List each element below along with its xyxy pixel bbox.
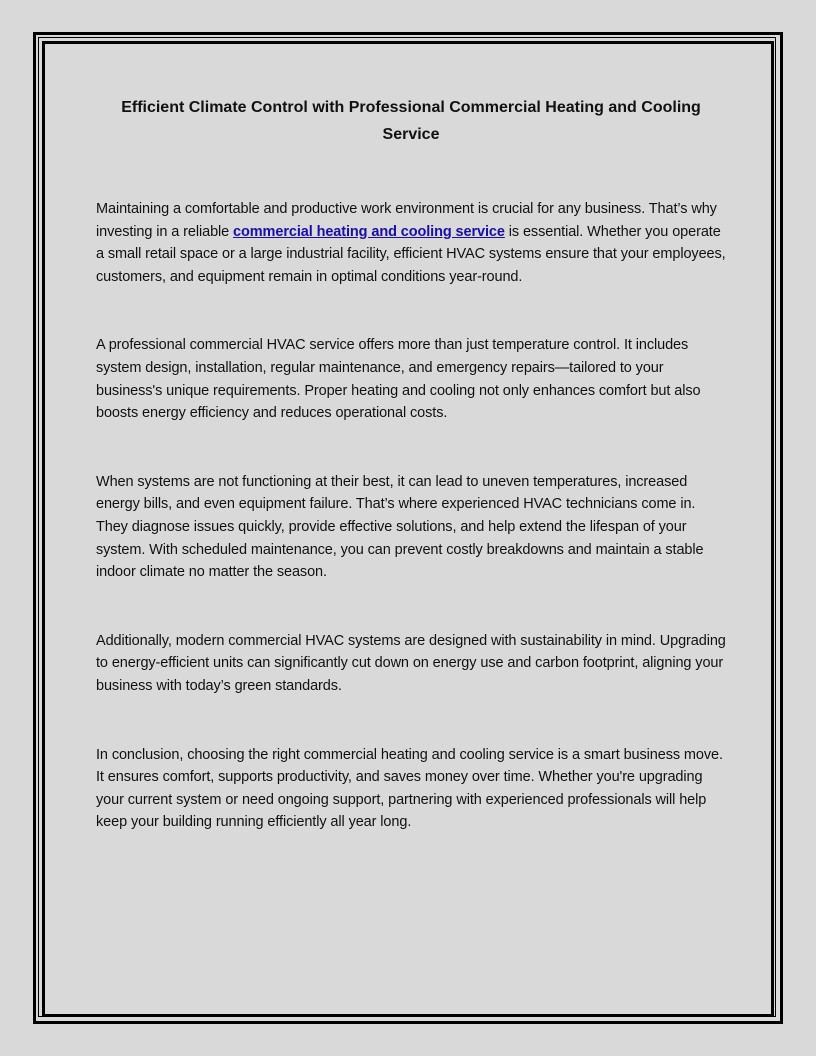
document-title: Efficient Climate Control with Professional Commercial Heating and Cooling Service <box>121 99 701 143</box>
paragraph-1-intro: Maintaining a comfortable and productive work environment is crucial for any business. That’s why investing in a reliable <box>96 201 717 240</box>
paragraph-2: A professional commercial HVAC service offers more than just temperature control. It includes system design, installation, regular maintenance, and emergency repairs—tailored to your business's unique requirements. Proper heating and cooling not only enhances comfort but also boosts energy efficiency and reduces operational costs. <box>96 337 701 422</box>
service-link[interactable]: commercial heating and cooling service <box>233 223 505 240</box>
paragraph-1 <box>96 198 726 288</box>
paragraph-3: When systems are not functioning at their best, it can lead to uneven temperatures, increased energy bills, and even equipment failure. That’s where experienced HVAC technicians come in. They diagnose issues quickly, provide effective solutions, and help extend the lifespan of your system. With scheduled maintenance, you can prevent costly breakdowns and maintain a stable indoor climate no matter the season. <box>96 473 704 581</box>
document-body <box>96 94 726 880</box>
paragraph-5: In conclusion, choosing the right commercial heating and cooling service is a smart business move. It ensures comfort, supports productivity, and saves money over time. Whether you're upgrading your current system or need ongoing support, partnering with experienced professionals will help keep your building running efficiently all year long. <box>96 746 723 831</box>
paragraph-1-rest: is essential. Whether you operate a small retail space or a large industrial facility, efficient HVAC systems ensure that your employees, customers, and equipment remain in optimal conditions year-round. <box>96 223 726 285</box>
paragraph-4: Additionally, modern commercial HVAC systems are designed with sustainability in mind. Upgrading to energy-efficient units can significantly cut down on energy use and carbon footprint, aligning your business with today’s green standards. <box>96 632 726 694</box>
